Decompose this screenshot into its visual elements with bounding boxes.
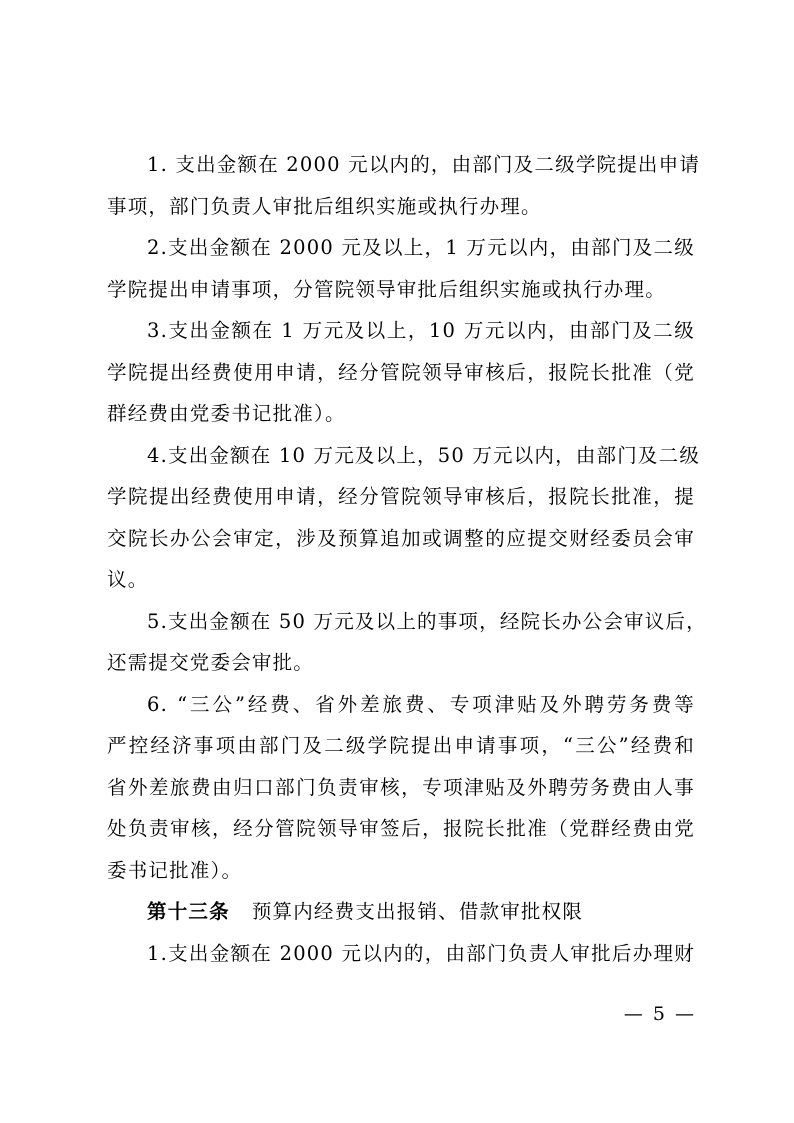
text-line: 事项，部门负责人审批后组织实施或执行办理。 [107, 194, 542, 218]
text-line: 学院提出经费使用申请，经分管院领导审核后，报院长批准，提 [107, 485, 695, 508]
text-line: 委书记批准）。 [107, 858, 243, 882]
text-line: 1.支出金额在 2000 元以内的，由部门负责人审批后办理财 [147, 941, 695, 965]
page-number: — 5 — [623, 1003, 696, 1025]
text-line: 1. 支出金额在 2000 元以内的，由部门及二级学院提出申请 [147, 153, 701, 176]
text-line: 处负责审核，经分管院领导审签后，报院长批准（党群经费由党 [107, 817, 695, 840]
text-line: 学院提出经费使用申请，经分管院领导审核后，报院长批准（党 [107, 360, 695, 384]
text-line: 议。 [107, 568, 149, 591]
text-line: 交院长办公会审定，涉及预算追加或调整的应提交财经委员会审 [107, 526, 695, 550]
text-line: 还需提交党委会审批。 [107, 651, 315, 674]
text-line: 6. “三公”经费、省外差旅费、专项津贴及外聘劳务费等 [147, 692, 695, 716]
text-line: 4.支出金额在 10 万元及以上，50 万元以内，由部门及二级 [147, 443, 701, 467]
text-line: 群经费由党委书记批准）。 [107, 402, 346, 425]
body-text [107, 144, 707, 974]
text-line: 省外差旅费由归口部门负责审核，专项津贴及外聘劳务费由人事 [107, 775, 695, 799]
article-title: 预算内经费支出报销、借款审批权限 [251, 900, 584, 923]
text-line: 3.支出金额在 1 万元及以上，10 万元以内，由部门及二级 [147, 319, 695, 342]
article-number: 第十三条 [147, 900, 230, 923]
text-line: 5.支出金额在 50 万元及以上的事项，经院长办公会审议后， [147, 609, 707, 633]
text-line: 严控经济事项由部门及二级学院提出申请事项，“三公”经费和 [107, 734, 695, 757]
article-heading [107, 891, 695, 933]
text-line: 2.支出金额在 2000 元及以上，1 万元以内，由部门及二级 [147, 236, 695, 259]
text-line: 学院提出申请事项，分管院领导审批后组织实施或执行办理。 [107, 277, 666, 301]
